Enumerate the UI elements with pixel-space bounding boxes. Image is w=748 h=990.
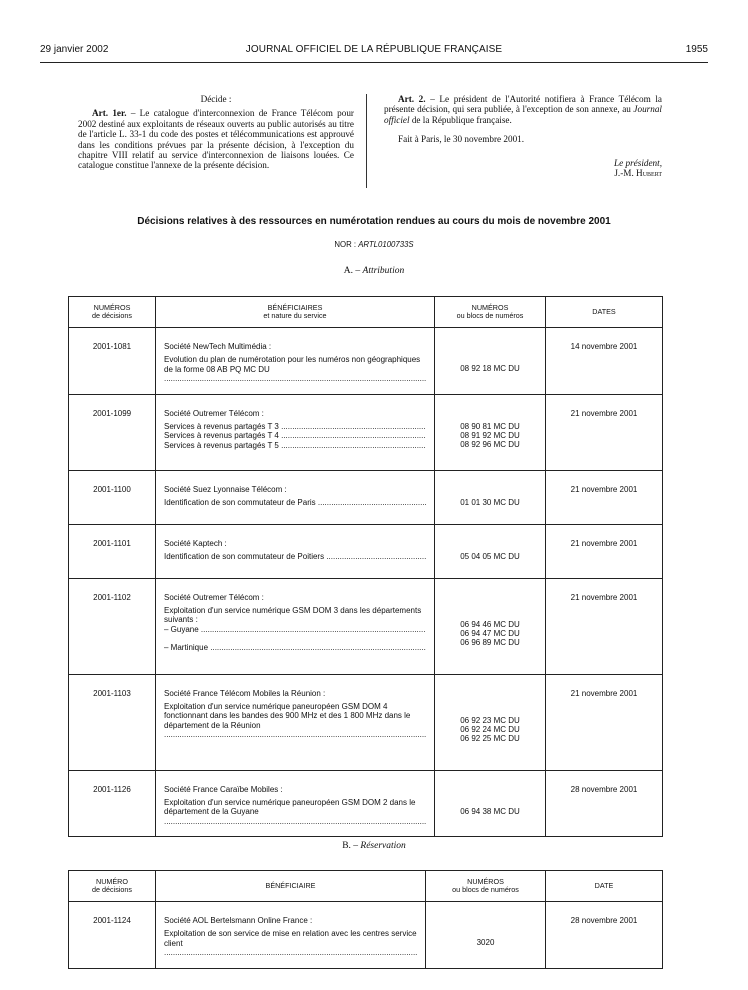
decision-number: 2001-1103 [69, 674, 156, 770]
number-block: 05 04 05 MC DU [460, 551, 520, 561]
beneficiary-cell [156, 328, 435, 395]
number-block: 06 92 23 MC DU [460, 715, 520, 725]
col-header-dates: DATES [546, 297, 663, 328]
article-2-text-a: – Le président de l'Autorité notifiera à France Télécom la présente décision, qui sera publiée, à l'exception de son annexe, au [384, 94, 662, 115]
article-2-journal: Journal officiel [384, 104, 662, 125]
company-name: Société Outremer Télécom : [164, 408, 264, 418]
service-item: Services à revenus partagés T 5 ..... [164, 441, 426, 450]
company-name: Société AOL Bertelsmann Online France : [164, 916, 313, 925]
signature-role: Le président, [614, 157, 662, 168]
fait-a-paris: Fait à Paris, le 30 novembre 2001. [398, 134, 525, 145]
article-1-label: Art. 1er. [92, 108, 127, 119]
service-description: Exploitation d'un service numérique paneuropéen GSM DOM 4 fonctionnant dans les bandes des 900 MHz et des 1 800 MHz dans le département de la Réunion ..... [164, 702, 426, 740]
table-row [69, 674, 663, 770]
signature-name: J.-M. Hubert [614, 168, 662, 179]
table-row [69, 902, 663, 969]
decision-number: 2001-1081 [69, 328, 156, 395]
table-row [69, 328, 663, 395]
number-block: 08 92 96 MC DU [460, 440, 520, 450]
page-header [40, 44, 708, 58]
number-block-cell [426, 902, 546, 969]
company-name: Société Kaptech : [164, 538, 227, 548]
decision-number: 2001-1100 [69, 470, 156, 524]
col-header-number: NUMÉRO de décisions [69, 871, 156, 902]
article-2 [384, 94, 662, 125]
decision-number: 2001-1101 [69, 524, 156, 578]
service-description: Exploitation d'un service numérique paneuropéen GSM DOM 2 dans le département de la Guyane ..... [164, 798, 426, 826]
number-block-cell [435, 674, 546, 770]
decision-text [78, 94, 662, 188]
journal-title: JOURNAL OFFICIEL DE LA RÉPUBLIQUE FRANÇAISE [245, 44, 503, 55]
service-item: – Martinique ..... [164, 643, 426, 652]
beneficiary-cell [156, 470, 435, 524]
section-b-heading: B. – Réservation [342, 841, 406, 851]
col-header-blocks: NUMÉROS ou blocs de numéros [426, 871, 546, 902]
table-row [69, 770, 663, 837]
service-item: – Guyane ..... [164, 625, 426, 634]
service-description: Evolution du plan de numérotation pour les numéros non géographiques de la forme 08 AB PQ MC DU ..... [164, 355, 426, 383]
number-block: 06 92 24 MC DU [460, 725, 520, 735]
page-number: 1955 [685, 44, 708, 55]
number-block: 08 91 92 MC DU [460, 431, 520, 441]
number-block: 06 94 47 MC DU [460, 629, 520, 639]
number-block: 08 90 81 MC DU [460, 421, 520, 431]
service-description: Exploitation de son service de mise en relation avec les centres service client ..... [164, 929, 417, 957]
service-description: Identification de son commutateur de Paris ..... [164, 498, 426, 507]
decide-heading: Décide : [200, 94, 232, 104]
number-block: 01 01 30 MC DU [460, 497, 520, 507]
number-block-cell [435, 524, 546, 578]
number-block-cell [435, 394, 546, 470]
article-1-text: – Le catalogue d'interconnexion de France Télécom pour 2002 destiné aux exploitants de réseaux ouverts au public autorisés au titre de l'article L. 33-1 du code des postes et télécommunications est approuvé dans les conditions prévues par la présente décision, à l'exception du chapitre VIII relatif au service d'interconnexion de liaisons louées. Ce catalogue constitue l'annexe de la présente décision. [78, 108, 354, 171]
col-header-number: NUMÉROS de décisions [69, 297, 156, 328]
number-block-cell [435, 328, 546, 395]
decision-date: 28 novembre 2001 [546, 902, 663, 969]
article-2-label: Art. 2. [398, 94, 426, 104]
section-title: Décisions relatives à des ressources en numérotation rendues au cours du mois de novembre 2001 [137, 216, 611, 227]
col-header-beneficiary: BÉNÉFICIAIRE [156, 871, 426, 902]
beneficiary-cell [156, 578, 435, 674]
beneficiary-cell [156, 524, 435, 578]
beneficiary-cell [156, 394, 435, 470]
company-name: Société France Caraïbe Mobiles : [164, 784, 283, 794]
service-item: Services à revenus partagés T 4 ..... [164, 431, 426, 440]
service-item: Services à revenus partagés T 3 ..... [164, 422, 426, 431]
number-block: 06 92 25 MC DU [460, 734, 520, 744]
beneficiary-cell [156, 902, 426, 969]
decision-date: 14 novembre 2001 [546, 328, 663, 395]
decision-date: 21 novembre 2001 [546, 524, 663, 578]
company-name: Société NewTech Multimédia : [164, 342, 272, 351]
nor-reference: NOR : ARTL0100733S [334, 240, 414, 249]
service-description: Identification de son commutateur de Poitiers ..... [164, 552, 426, 561]
decision-date: 21 novembre 2001 [546, 674, 663, 770]
number-block-cell [435, 770, 546, 837]
article-1 [78, 108, 354, 170]
decision-date: 21 novembre 2001 [546, 394, 663, 470]
table-row [69, 470, 663, 524]
col-header-blocks: NUMÉROS ou blocs de numéros [435, 297, 546, 328]
decision-number: 2001-1124 [69, 902, 156, 969]
section-a-heading: A. – Attribution [343, 266, 405, 276]
col-header-date: DATE [546, 871, 663, 902]
number-block: 06 94 46 MC DU [460, 619, 520, 629]
attribution-table [68, 296, 663, 837]
article-2-text-b: de la République française. [409, 114, 512, 125]
company-name: Société France Télécom Mobiles la Réunion : [164, 688, 326, 698]
decision-number: 2001-1126 [69, 770, 156, 837]
decision-date: 21 novembre 2001 [546, 578, 663, 674]
table-header-row [69, 297, 663, 328]
number-block: 06 96 89 MC DU [460, 638, 520, 648]
beneficiary-cell [156, 770, 435, 837]
decision-date: 21 novembre 2001 [546, 470, 663, 524]
column-separator [366, 94, 367, 188]
number-block: 3020 [476, 938, 495, 947]
left-column [78, 94, 354, 171]
table-row [69, 524, 663, 578]
number-block-cell [435, 578, 546, 674]
table-header-row [69, 871, 663, 902]
number-block: 08 92 18 MC DU [460, 364, 520, 373]
table-row [69, 394, 663, 470]
col-header-beneficiaries: BÉNÉFICIAIRES et nature du service [156, 297, 435, 328]
issue-date: 29 janvier 2002 [40, 44, 109, 55]
header-rule [40, 62, 708, 63]
decision-number: 2001-1099 [69, 394, 156, 470]
right-column [384, 94, 662, 178]
number-block: 06 94 38 MC DU [460, 806, 520, 816]
beneficiary-cell [156, 674, 435, 770]
reservation-table [68, 870, 663, 969]
service-description: Exploitation d'un service numérique GSM DOM 3 dans les départements suivants : [164, 606, 422, 625]
number-block-cell [435, 470, 546, 524]
table-row [69, 578, 663, 674]
company-name: Société Outremer Télécom : [164, 592, 264, 602]
decision-number: 2001-1102 [69, 578, 156, 674]
company-name: Société Suez Lyonnaise Télécom : [164, 484, 287, 494]
decision-date: 28 novembre 2001 [546, 770, 663, 837]
